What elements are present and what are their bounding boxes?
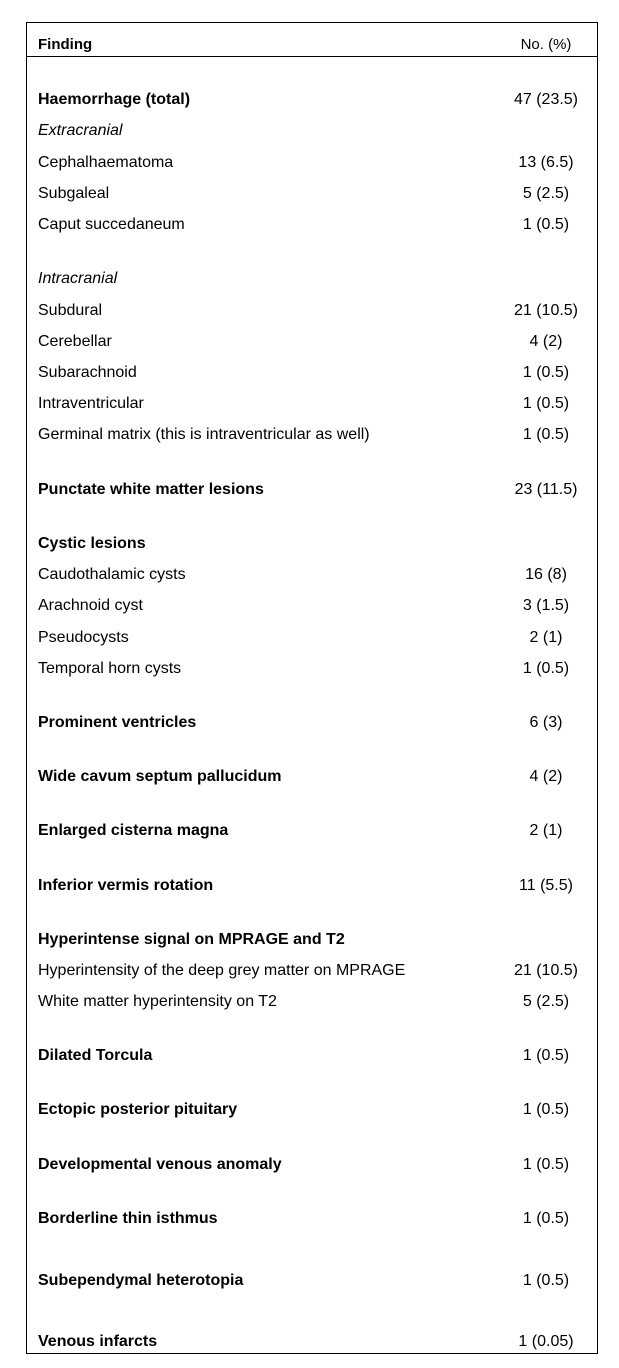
- section-label: Intracranial: [38, 270, 118, 287]
- table-row: [26, 627, 598, 649]
- table-row: [26, 1154, 598, 1176]
- table-row: [26, 268, 598, 290]
- finding-cell: White matter hyperintensity on T2: [38, 993, 277, 1010]
- value-cell: 13 (6.5): [518, 154, 574, 171]
- finding-cell: Dilated Torcula: [38, 1047, 153, 1064]
- finding-cell: Venous infarcts: [38, 1333, 158, 1350]
- finding-cell: Cystic lesions: [38, 535, 146, 552]
- value-cell: 2 (1): [529, 822, 563, 839]
- value-cell: 5 (2.5): [522, 185, 570, 202]
- finding-cell: Subarachnoid: [38, 364, 137, 381]
- finding-cell: Haemorrhage (total): [38, 91, 191, 108]
- table-row: [26, 712, 598, 734]
- finding-cell: Borderline thin isthmus: [38, 1210, 218, 1227]
- finding-cell: Inferior vermis rotation: [38, 877, 214, 894]
- finding-cell: Cephalhaematoma: [38, 154, 174, 171]
- table-row: [26, 1099, 598, 1121]
- table-row: [26, 766, 598, 788]
- value-cell: 16 (8): [525, 566, 567, 583]
- finding-cell: Prominent ventricles: [38, 714, 197, 731]
- value-cell: 21 (10.5): [513, 302, 579, 319]
- finding-cell: Arachnoid cyst: [38, 597, 143, 614]
- table-row: [26, 300, 598, 322]
- table-row: [26, 564, 598, 586]
- value-cell: 47 (23.5): [513, 91, 579, 108]
- table-row: [26, 89, 598, 111]
- table-row: [26, 875, 598, 897]
- table-row: [26, 120, 598, 142]
- table-row: [26, 533, 598, 555]
- value-cell: 1 (0.5): [522, 660, 570, 677]
- finding-cell: Hyperintense signal on MPRAGE and T2: [38, 931, 345, 948]
- finding-cell: Cerebellar: [38, 333, 112, 350]
- finding-cell: Hyperintensity of the deep grey matter on MPRAGE: [38, 962, 406, 979]
- finding-cell: Temporal horn cysts: [38, 660, 182, 677]
- finding-cell: Intraventricular: [38, 395, 144, 412]
- finding-cell: Subdural: [38, 302, 103, 319]
- value-cell: 1 (0.5): [522, 426, 570, 443]
- value-cell: 1 (0.5): [522, 1101, 570, 1118]
- header-row: [26, 34, 598, 56]
- finding-cell: Ectopic posterior pituitary: [38, 1101, 238, 1118]
- table-row: [26, 152, 598, 174]
- table-row: [26, 424, 598, 446]
- table-row: [26, 658, 598, 680]
- finding-cell: Subependymal heterotopia: [38, 1272, 244, 1289]
- table-row: [26, 991, 598, 1013]
- value-cell: 1 (0.5): [522, 364, 570, 381]
- table-row: [26, 362, 598, 384]
- value-cell: 1 (0.5): [522, 216, 570, 233]
- table-row: [26, 331, 598, 353]
- table-row: [26, 214, 598, 236]
- table-row: [26, 479, 598, 501]
- finding-cell: Punctate white matter lesions: [38, 481, 264, 498]
- value-cell: 3 (1.5): [522, 597, 570, 614]
- table-row: [26, 960, 598, 982]
- finding-cell: Subgaleal: [38, 185, 110, 202]
- value-cell: 1 (0.5): [522, 1272, 570, 1289]
- value-cell: 4 (2): [529, 333, 563, 350]
- section-label: Extracranial: [38, 122, 123, 139]
- value-cell: 1 (0.05): [518, 1333, 574, 1350]
- value-cell: 23 (11.5): [514, 481, 578, 498]
- table-row: [26, 183, 598, 205]
- finding-column-header: Finding: [38, 36, 93, 53]
- value-cell: 1 (0.5): [522, 1210, 570, 1227]
- finding-cell: Pseudocysts: [38, 629, 129, 646]
- finding-cell: Wide cavum septum pallucidum: [38, 768, 282, 785]
- table-row: [26, 929, 598, 951]
- value-cell: 11 (5.5): [519, 877, 573, 894]
- table-row: [26, 595, 598, 617]
- value-cell: 1 (0.5): [522, 1156, 570, 1173]
- value-cell: 1 (0.5): [522, 395, 570, 412]
- finding-cell: Enlarged cisterna magna: [38, 822, 229, 839]
- value-cell: 2 (1): [529, 629, 563, 646]
- table-row: [26, 393, 598, 415]
- table-row: [26, 1045, 598, 1067]
- finding-cell: Germinal matrix (this is intraventricular as well): [38, 426, 370, 443]
- table-row: [26, 1331, 598, 1353]
- finding-cell: Developmental venous anomaly: [38, 1156, 282, 1173]
- value-cell: 1 (0.5): [522, 1047, 570, 1064]
- header-divider: [26, 56, 598, 57]
- value-cell: 4 (2): [529, 768, 563, 785]
- finding-cell: Caudothalamic cysts: [38, 566, 186, 583]
- table-row: [26, 1208, 598, 1230]
- table-row: [26, 1270, 598, 1292]
- value-column-header: No. (%): [520, 36, 572, 53]
- table-row: [26, 820, 598, 842]
- value-cell: 21 (10.5): [513, 962, 579, 979]
- value-cell: 6 (3): [529, 714, 563, 731]
- value-cell: 5 (2.5): [522, 993, 570, 1010]
- finding-cell: Caput succedaneum: [38, 216, 185, 233]
